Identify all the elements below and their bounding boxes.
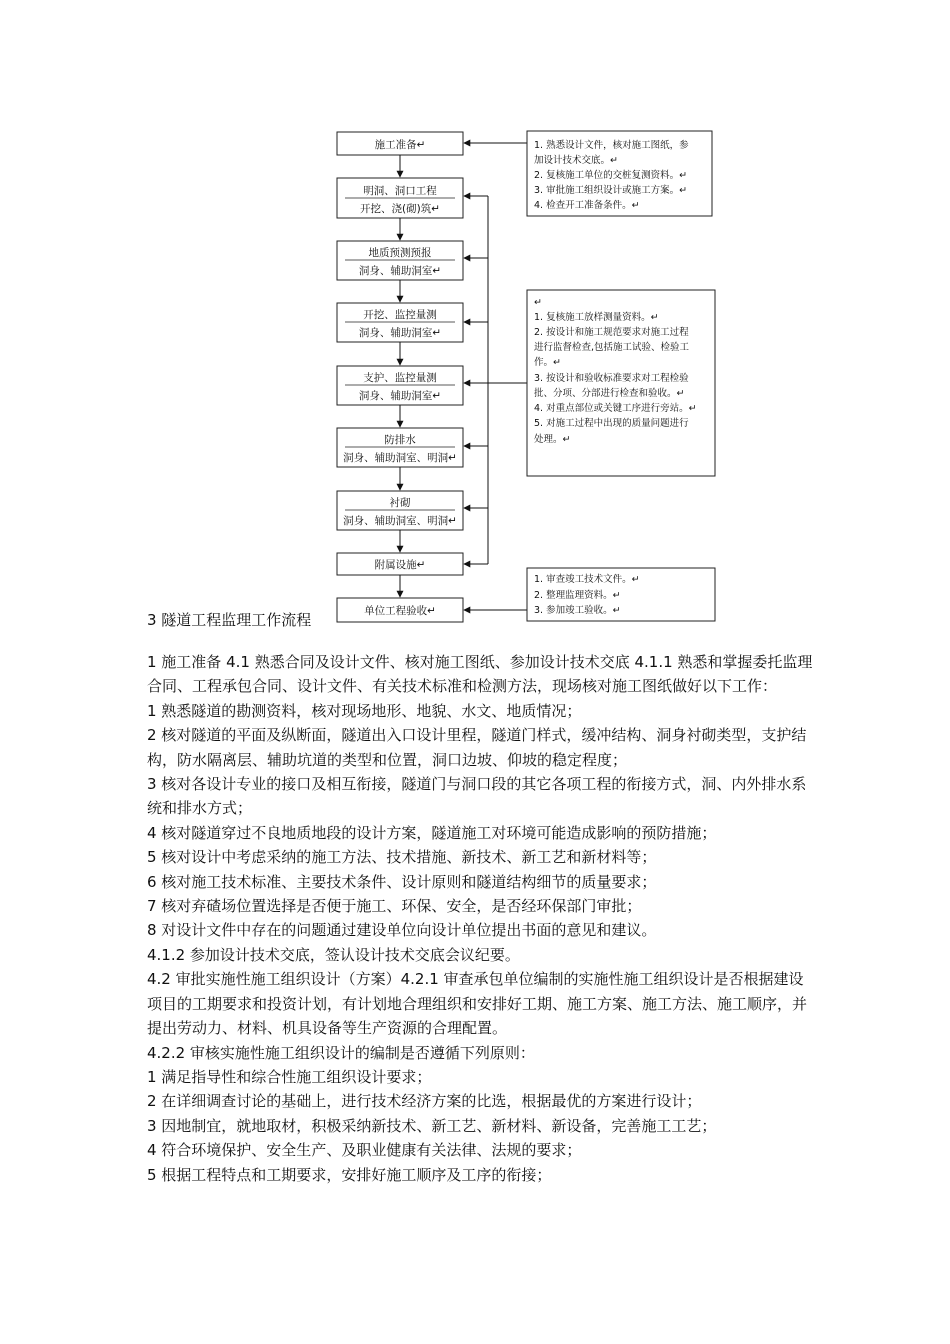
flow-step-title: 附属设施↵ <box>374 559 426 571</box>
note-line: 加设计技术交底。↵ <box>534 155 618 166</box>
flow-step-sub: 洞身、辅助洞室↵ <box>358 390 442 402</box>
paragraph: 2 在详细调查讨论的基础上，进行技术经济方案的比选，根据最优的方案进行设计； <box>147 1092 702 1111</box>
flow-feedback-bracket <box>464 196 488 564</box>
note-line: 2. 按设计和施工规范要求对施工过程 <box>534 327 689 338</box>
flow-note-prep <box>527 131 712 216</box>
flow-step-title: 支护、监控量测 <box>363 372 437 384</box>
flow-step-facilities <box>337 553 463 575</box>
flow-note-arrows <box>464 143 527 610</box>
flowchart <box>0 0 950 640</box>
flow-note-construction <box>527 290 715 476</box>
paragraph: 2 核对隧道的平面及纵断面，隧道出入口设计里程，隧道门样式，缓冲结构、洞身衬砌类型，支护结构，防水隔离层、辅助坑道的类型和位置，洞口边坡、仰坡的稳定程度； <box>147 726 807 769</box>
flow-step-title: 地质预测预报 <box>368 247 432 259</box>
paragraph: 4.1.2 参加设计技术交底，签认设计技术交底会议纪要。 <box>147 945 520 964</box>
flow-step-title: 明洞、洞口工程 <box>363 185 437 197</box>
paragraph: 6 核对施工技术标准、主要技术条件、设计原则和隧道结构细节的质量要求； <box>147 872 657 891</box>
flow-step-title: 开挖、监控量测 <box>363 309 437 321</box>
flow-step-title: 衬砌 <box>389 497 411 509</box>
paragraph: 8 对设计文件中存在的问题通过建设单位向设计单位提出书面的意见和建议。 <box>147 921 657 940</box>
flow-step-sub: 洞身、辅助洞室、明洞↵ <box>343 452 457 464</box>
paragraph: 4 符合环境保护、安全生产、及职业健康有关法律、法规的要求； <box>147 1141 582 1160</box>
note-line: 1. 熟悉设计文件，核对施工图纸，参 <box>534 140 689 151</box>
note-line: 4. 检查开工准备条件。↵ <box>534 200 640 211</box>
paragraph: 5 核对设计中考虑采纳的施工方法、技术措施、新技术、新工艺和新材料等； <box>147 848 657 867</box>
paragraph: 3 因地制宜，就地取材，积极采纳新技术、新工艺、新材料、新设备，完善施工工艺； <box>147 1116 717 1135</box>
body-text <box>147 650 817 1187</box>
flow-step-sub: 洞身、辅助洞室、明洞↵ <box>343 515 457 527</box>
paragraph: 7 核对弃碴场位置选择是否便于施工、环保、安全，是否经环保部门审批； <box>147 897 642 916</box>
note-line: 2. 复核施工单位的交桩复测资料。↵ <box>534 170 688 181</box>
flow-step-geology <box>337 241 463 280</box>
flow-step-prep <box>337 132 463 155</box>
flow-step-lining <box>337 491 463 530</box>
flow-step-title: 单位工程验收↵ <box>364 605 436 617</box>
paragraph: 5 根据工程特点和工期要求，安排好施工顺序及工序的衔接； <box>147 1165 552 1184</box>
note-line: 3. 参加竣工验收。↵ <box>534 605 621 616</box>
note-line: 3. 按设计和验收标准要求对工程检验 <box>534 373 689 384</box>
paragraph: 3 核对各设计专业的接口及相互衔接，隧道门与洞口段的其它各项工程的衔接方式，洞、内外排水系统和排水方式； <box>147 775 807 818</box>
flow-step-portal <box>337 178 463 218</box>
note-line: 4. 对重点部位或关键工序进行旁站。↵ <box>534 403 697 414</box>
paragraph: 1 满足指导性和综合性施工组织设计要求； <box>147 1067 432 1086</box>
paragraph: 4 核对隧道穿过不良地质地段的设计方案，隧道施工对环境可能造成影响的预防措施； <box>147 823 717 842</box>
paragraph: 1 熟悉隧道的勘测资料，核对现场地形、地貌、水文、地质情况； <box>147 701 582 720</box>
note-line: 进行监督检查,包括施工试验、检验工 <box>534 342 690 353</box>
figure-caption: 3 隧道工程监理工作流程 <box>147 611 312 629</box>
note-line: 作。↵ <box>534 357 561 368</box>
note-line: 批、分项、分部进行检查和验收。↵ <box>534 388 685 399</box>
note-line: 处理。↵ <box>534 434 571 445</box>
flow-step-sub: 开挖、浇(砌)筑↵ <box>360 203 440 215</box>
paragraph: 4.2 审批实施性施工组织设计（方案）4.2.1 审查承包单位编制的实施性施工组织设计是否根据建设项目的工期要求和投资计划，有计划地合理组织和安排好工期、施工方案、施工方法、施工顺序，并提出劳动力、材料、机具设备等生产资源的合理配置。 <box>147 970 808 1038</box>
paragraph: 4.2.2 审核实施性施工组织设计的编制是否遵循下列原则： <box>147 1043 535 1062</box>
flow-step-support <box>337 366 463 405</box>
note-line: 3. 审批施工组织设计或施工方案。↵ <box>534 185 688 196</box>
note-line: ↵ <box>534 297 542 308</box>
note-line: 1. 复核施工放样测量资料。↵ <box>534 312 659 323</box>
flow-step-sub: 洞身、辅助洞室↵ <box>358 265 442 277</box>
note-line: 1. 审查竣工技术文件。↵ <box>534 574 640 585</box>
flow-step-title: 防排水 <box>384 434 416 446</box>
flow-step-excavation <box>337 303 463 342</box>
flow-step-sub: 洞身、辅助洞室↵ <box>358 327 442 339</box>
flow-step-title: 施工准备↵ <box>374 139 426 151</box>
flow-step-waterproof <box>337 428 463 467</box>
flow-note-acceptance <box>527 568 715 621</box>
note-line: 5. 对施工过程中出现的质量问题进行 <box>534 418 689 429</box>
paragraph: 1 施工准备 4.1 熟悉合同及设计文件、核对施工图纸、参加设计技术交底 4.1.1 熟悉和掌握委托监理合同、工程承包合同、设计文件、有关技术标准和检测方法，现场核对施工图纸做好以下工作： <box>147 653 813 696</box>
flow-step-acceptance <box>337 598 463 622</box>
note-line: 2. 整理监理资料。↵ <box>534 590 621 601</box>
